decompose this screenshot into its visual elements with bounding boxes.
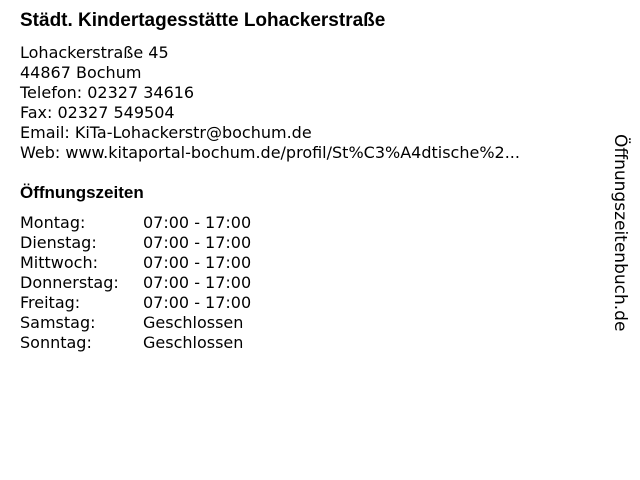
hours-row [20, 273, 251, 293]
hours-value: 07:00 - 17:00 [143, 273, 252, 292]
city-address: 44867 Bochum [20, 63, 142, 82]
opening-hours-table [20, 213, 251, 353]
street-address: Lohackerstraße 45 [20, 43, 169, 62]
hours-value: 07:00 - 17:00 [143, 233, 252, 252]
hours-value: 07:00 - 17:00 [143, 293, 252, 312]
hours-row [20, 213, 251, 233]
email-address: Email: KiTa-Lohackerstr@bochum.de [20, 123, 312, 142]
opening-hours-title: Öffnungszeiten [20, 183, 144, 202]
page-title: Städt. Kindertagesstätte Lohackerstraße [20, 10, 386, 31]
hours-value: Geschlossen [143, 333, 244, 352]
hours-row [20, 253, 251, 273]
hours-row [20, 233, 251, 253]
hours-value: Geschlossen [143, 313, 244, 332]
fax-number: Fax: 02327 549504 [20, 103, 175, 122]
hours-value: 07:00 - 17:00 [143, 253, 252, 272]
website-url: Web: www.kitaportal-bochum.de/profil/St%C3%A4dtische%2... [20, 143, 520, 162]
weekday-label: Dienstag: [20, 233, 97, 252]
phone-number: Telefon: 02327 34616 [20, 83, 195, 102]
hours-row [20, 313, 251, 333]
hours-value: 07:00 - 17:00 [143, 213, 252, 232]
hours-row [20, 293, 251, 313]
weekday-label: Samstag: [20, 313, 96, 332]
weekday-label: Sonntag: [20, 333, 92, 352]
weekday-label: Freitag: [20, 293, 81, 312]
hours-row [20, 333, 251, 353]
weekday-label: Donnerstag: [20, 273, 119, 292]
weekday-label: Montag: [20, 213, 86, 232]
weekday-label: Mittwoch: [20, 253, 98, 272]
site-brand-vertical: Öffnungszeitenbuch.de [610, 134, 630, 332]
contact-block [20, 43, 520, 163]
